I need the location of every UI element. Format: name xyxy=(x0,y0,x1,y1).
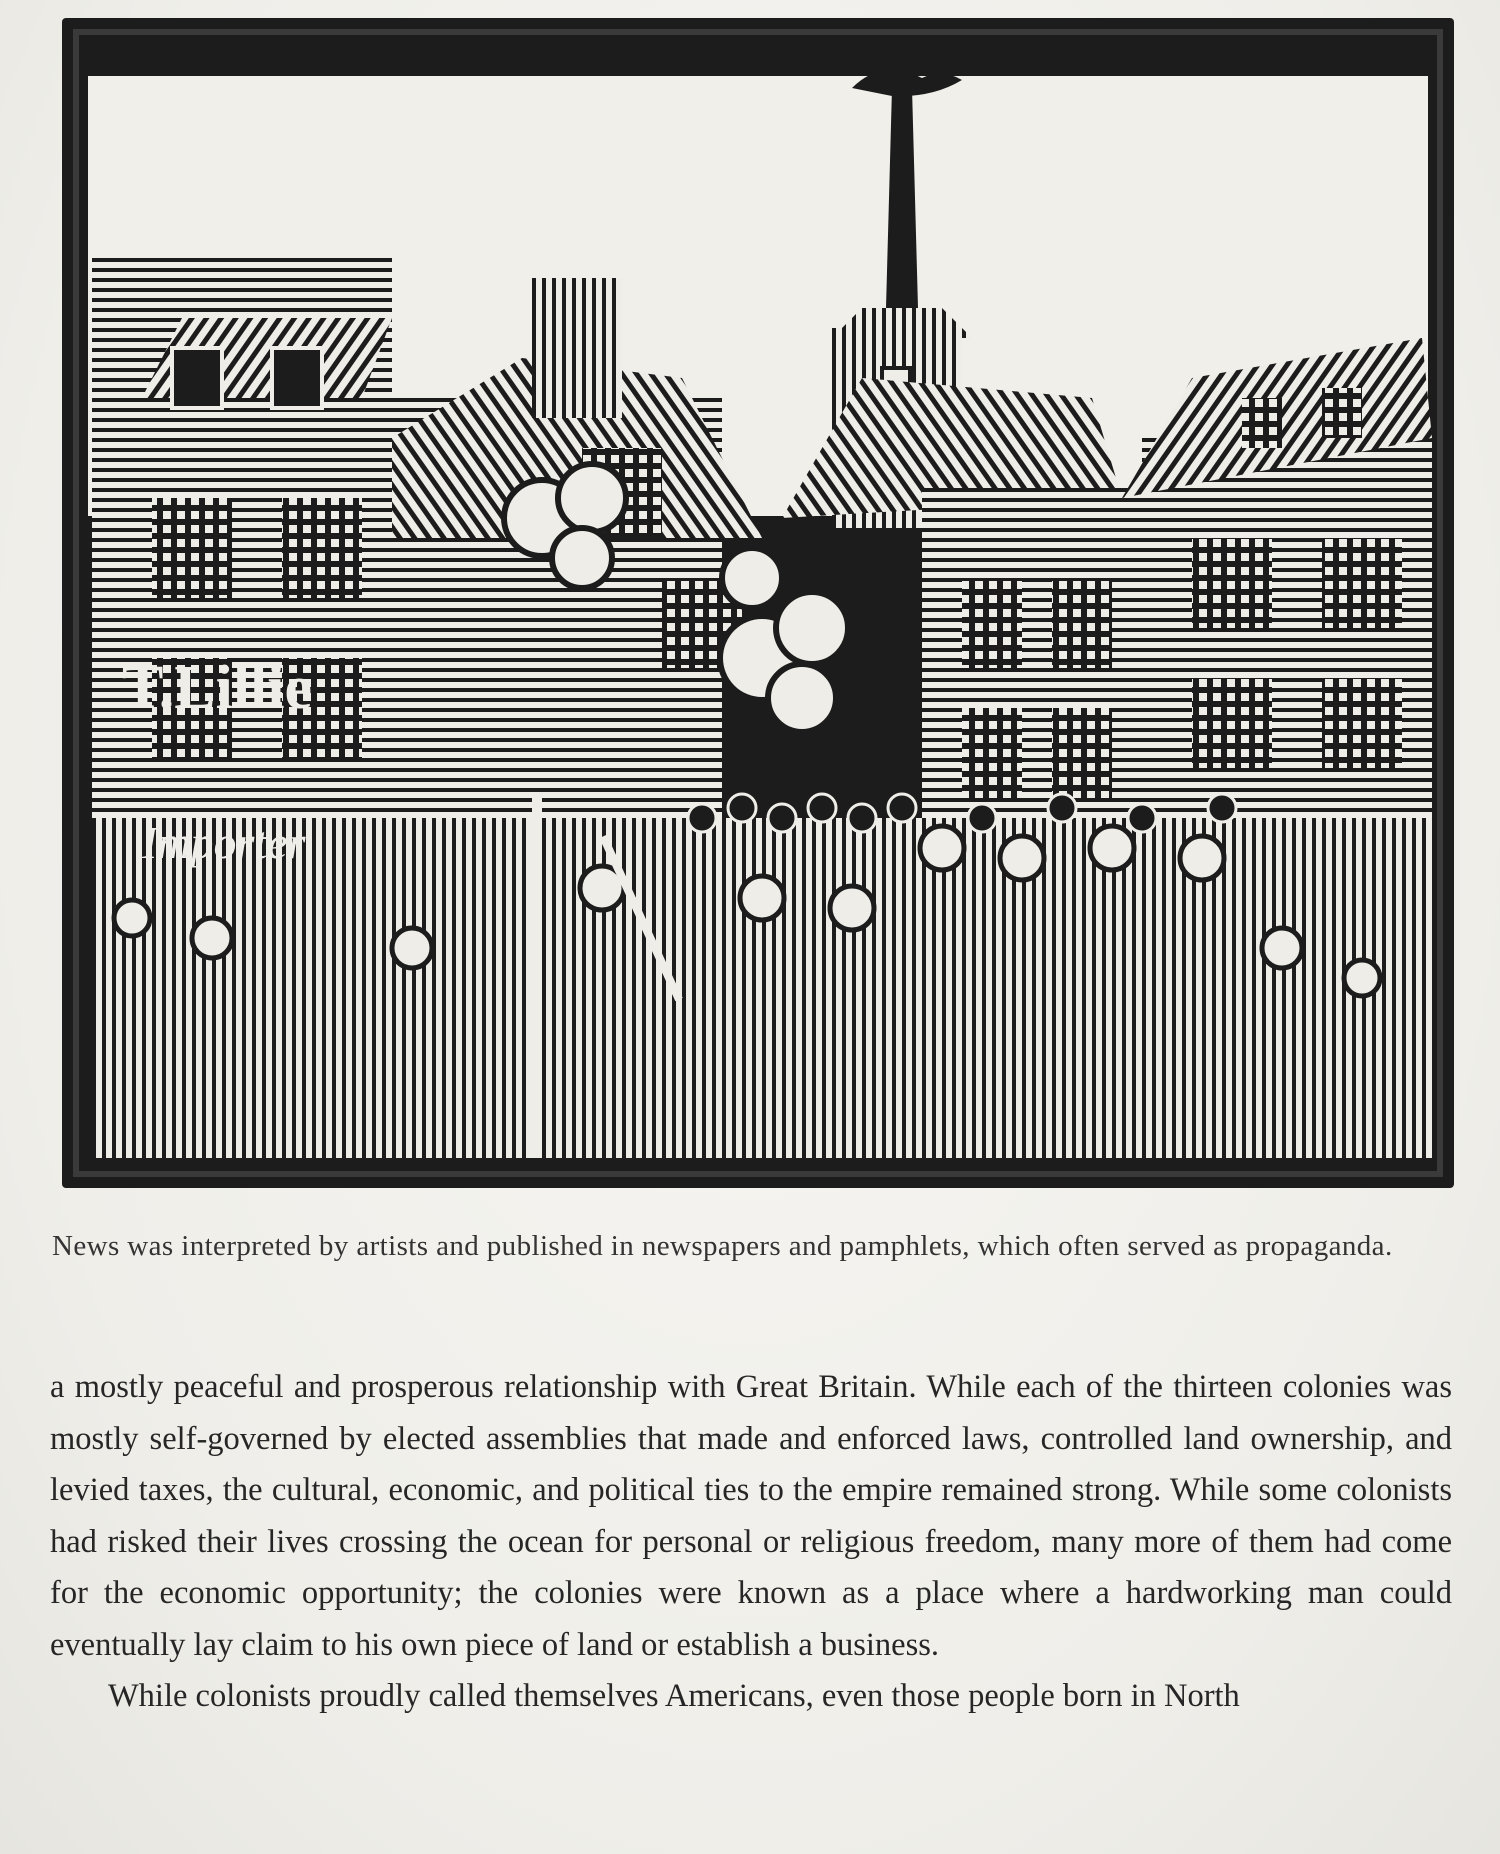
shop-name-sign: T.Lillie xyxy=(122,654,313,722)
body-paragraph: a mostly peaceful and prosperous relationship with Great Britain. While each of the thirteen colonies was mostly self-governed by elected assemblies that made and enforced laws, controlled land ownership, and levied taxes, the cultural, economic, and political ties to the empire remained strong. While some colonists had risked their lives crossing the ocean for personal or religious freedom, many more of them had come for the economic opportunity; the colonies were known as a place where a hardworking man could eventually lay claim to his own piece of land or establish a business. xyxy=(50,1369,1452,1663)
body-paragraph: While colonists proudly called themselves Americans, even those people born in North xyxy=(108,1678,1240,1714)
woodcut-illustration xyxy=(62,18,1454,1188)
woodcut-street-scene-icon xyxy=(62,18,1454,1188)
importer-sign: Importer xyxy=(142,817,306,868)
body-text xyxy=(50,1362,1452,1723)
figure-caption: News was interpreted by artists and published in newspapers and pamphlets, which often served as propaganda. xyxy=(52,1230,1393,1262)
